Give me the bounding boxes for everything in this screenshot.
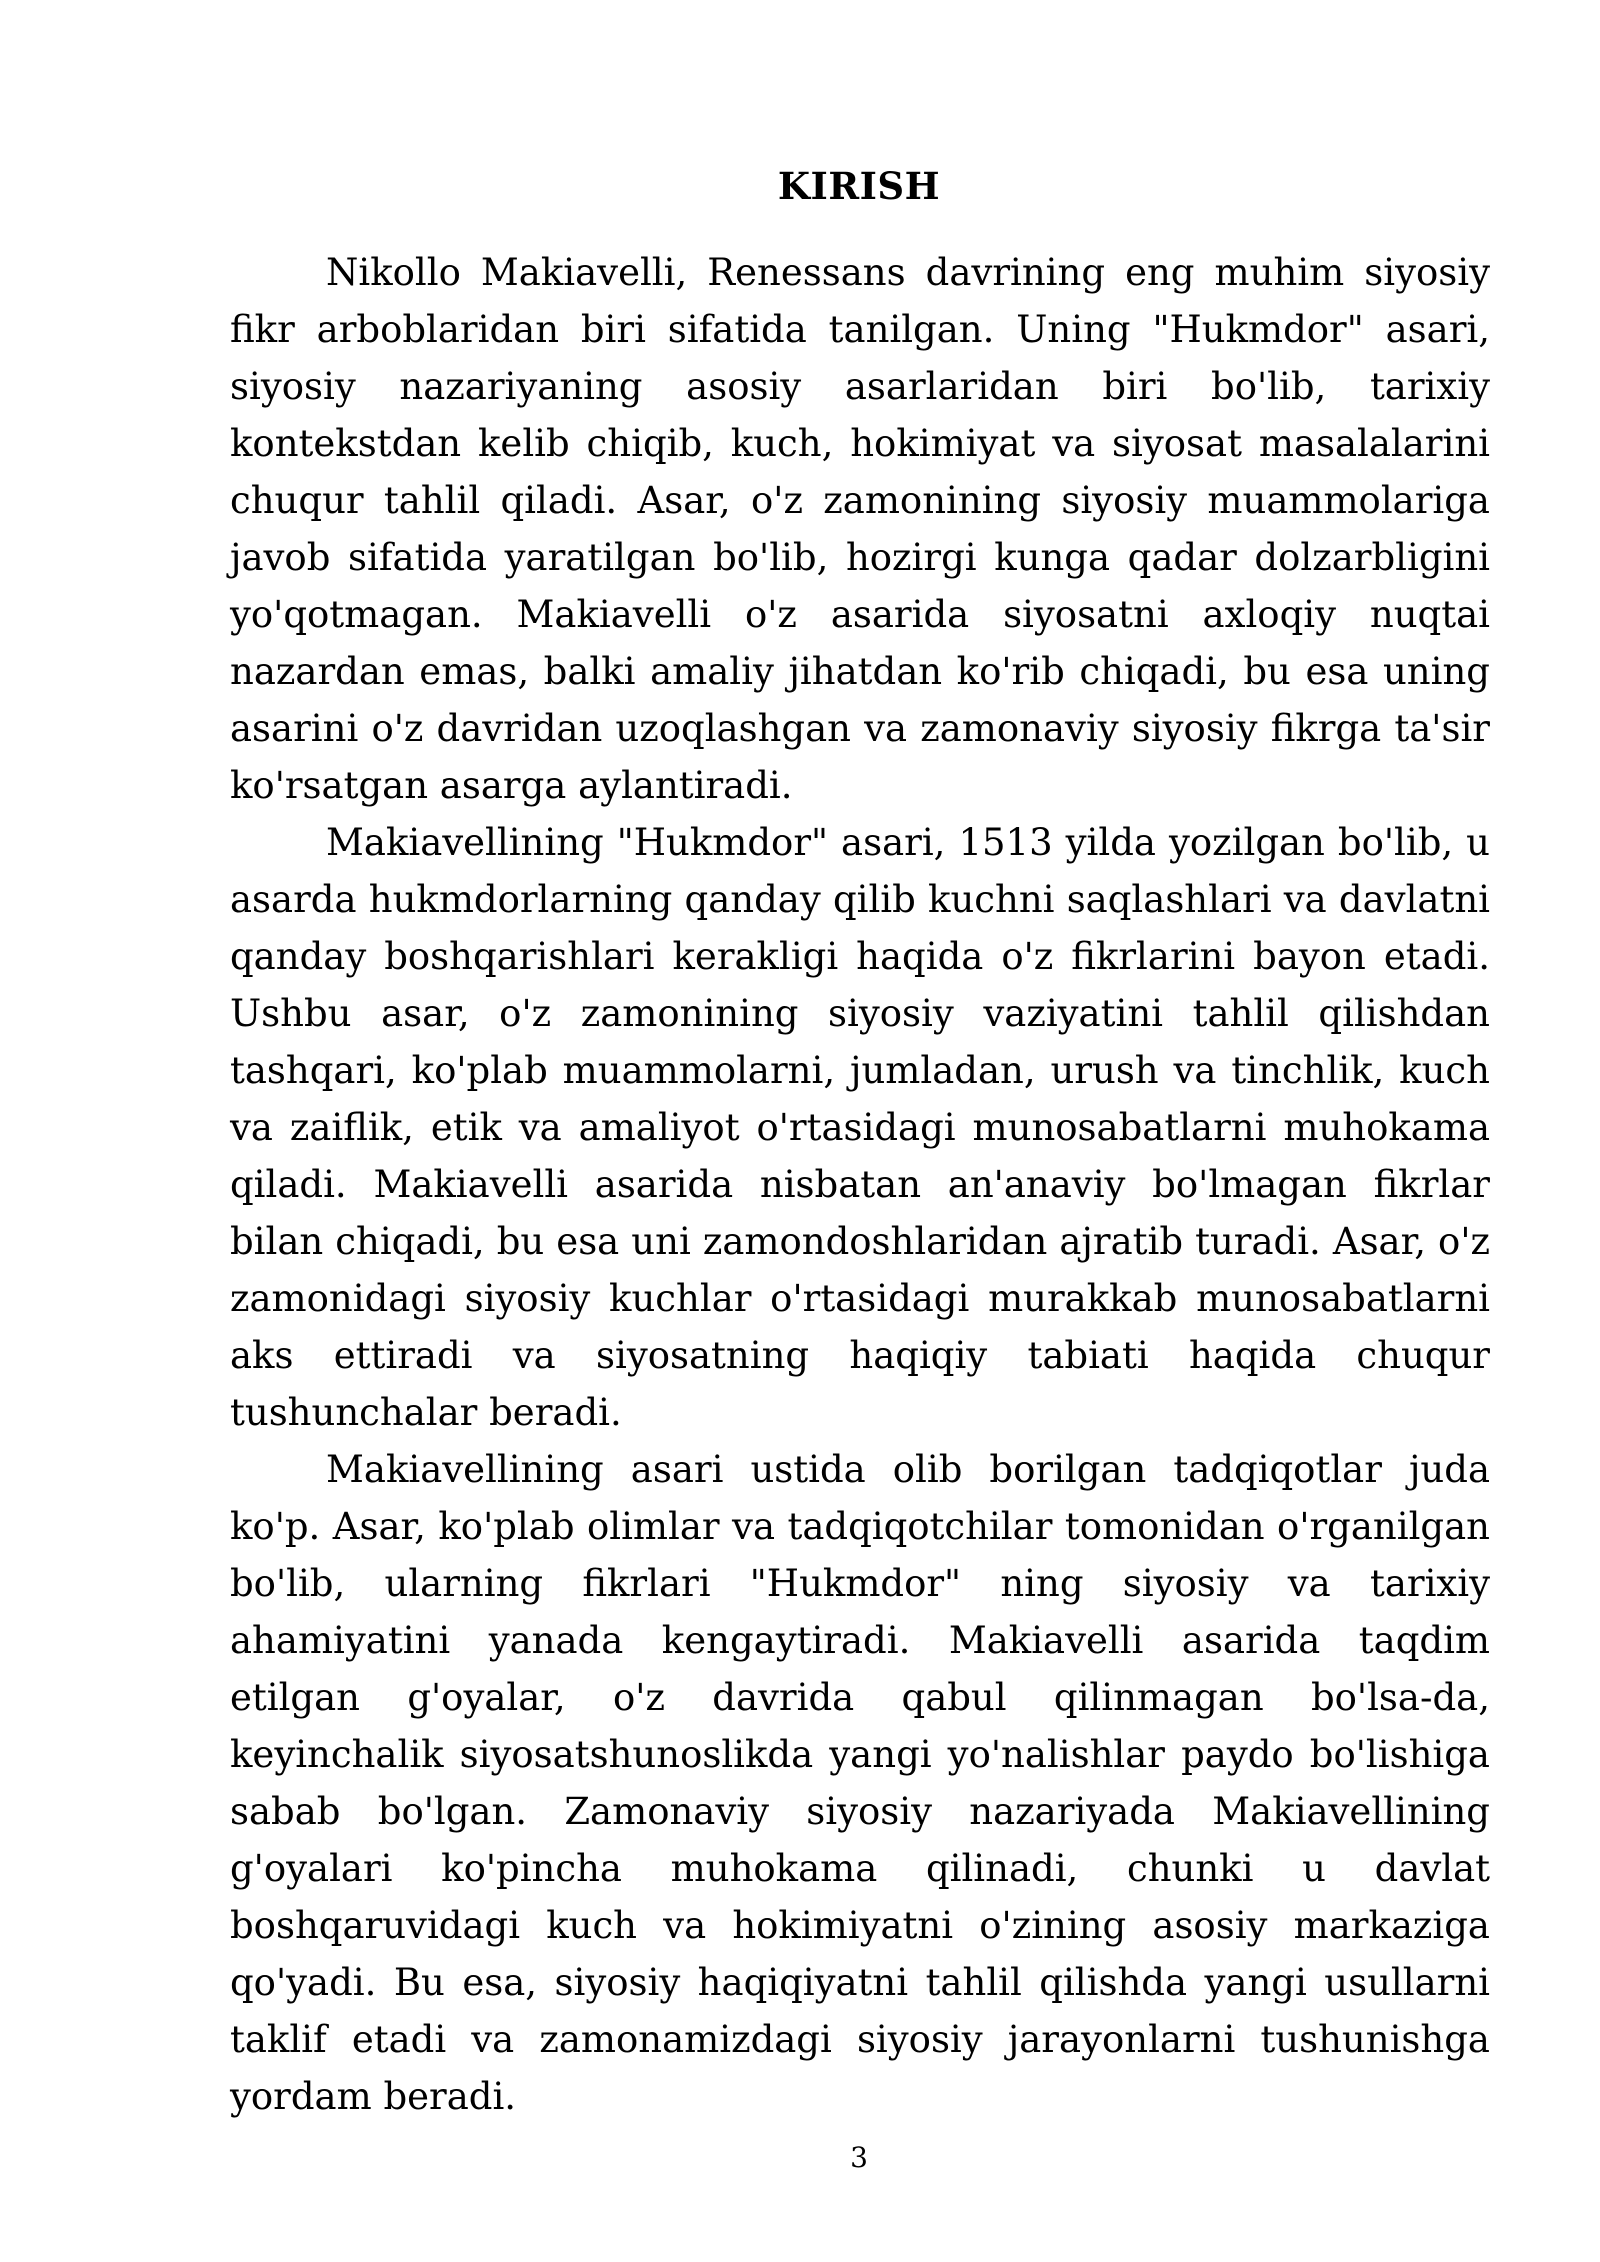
paragraph-1: Nikollo Makiavelli, Renessans davrining eng muhim siyosiy fikr arboblaridan biri sifatida tanilgan. Uning "Hukmdor" asari, siyosiy nazariyaning asosiy asarlaridan biri bo'lib, tarixiy kontekstdan kelib chiqib, kuch, hokimiyat va siyosat masalalarini chuqur tahlil qiladi. Asar, o'z zamonining siyosiy muammolariga javob sifatida yaratilgan bo'lib, hozirgi kunga qadar dolzarbligini yo'qotmagan. Makiavelli o'z asarida siyosatni axloqiy nuqtai nazardan emas, balki amaliy jihatdan ko'rib chiqadi, bu esa uning asarini o'z davridan uzoqlashgan va zamonaviy siyosiy fikrga ta'sir ko'rsatgan asarga aylantiradi. [230,251,1490,807]
body-text [230,244,1490,2125]
page-title: KIRISH [777,164,941,208]
page-number: 3 [850,2141,868,2174]
paragraph-2: Makiavellining "Hukmdor" asari, 1513 yilda yozilgan bo'lib, u asarda hukmdorlarning qanday qilib kuchni saqlashlari va davlatni qanday boshqarishlari kerakligi haqida o'z fikrlarini bayon etadi. Ushbu asar, o'z zamonining siyosiy vaziyatini tahlil qilishdan tashqari, ko'plab muammolarni, jumladan, urush va tinchlik, kuch va zaiflik, etik va amaliyot o'rtasidagi munosabatlarni muhokama qiladi. Makiavelli asarida nisbatan an'anaviy bo'lmagan fikrlar bilan chiqadi, bu esa uni zamondoshlaridan ajratib turadi. Asar, o'z zamonidagi siyosiy kuchlar o'rtasidagi murakkab munosabatlarni aks ettiradi va siyosatning haqiqiy tabiati haqida chuqur tushunchalar beradi. [230,821,1490,1434]
paragraph-3: Makiavellining asari ustida olib borilgan tadqiqotlar juda ko'p. Asar, ko'plab olimlar va tadqiqotchilar tomonidan o'rganilgan bo'lib, ularning fikrlari "Hukmdor" ning siyosiy va tarixiy ahamiyatini yanada kengaytiradi. Makiavelli asarida taqdim etilgan g'oyalar, o'z davrida qabul qilinmagan bo'lsa-da, keyinchalik siyosatshunoslikda yangi yo'nalishlar paydo bo'lishiga sabab bo'lgan. Zamonaviy siyosiy nazariyada Makiavellining g'oyalari ko'pincha muhokama qilinadi, chunki u davlat boshqaruvidagi kuch va hokimiyatni o'zining asosiy markaziga qo'yadi. Bu esa, siyosiy haqiqiyatni tahlil qilishda yangi usullarni taklif etadi va zamonamizdagi siyosiy jarayonlarni tushunishga yordam beradi. [230,1448,1490,2118]
